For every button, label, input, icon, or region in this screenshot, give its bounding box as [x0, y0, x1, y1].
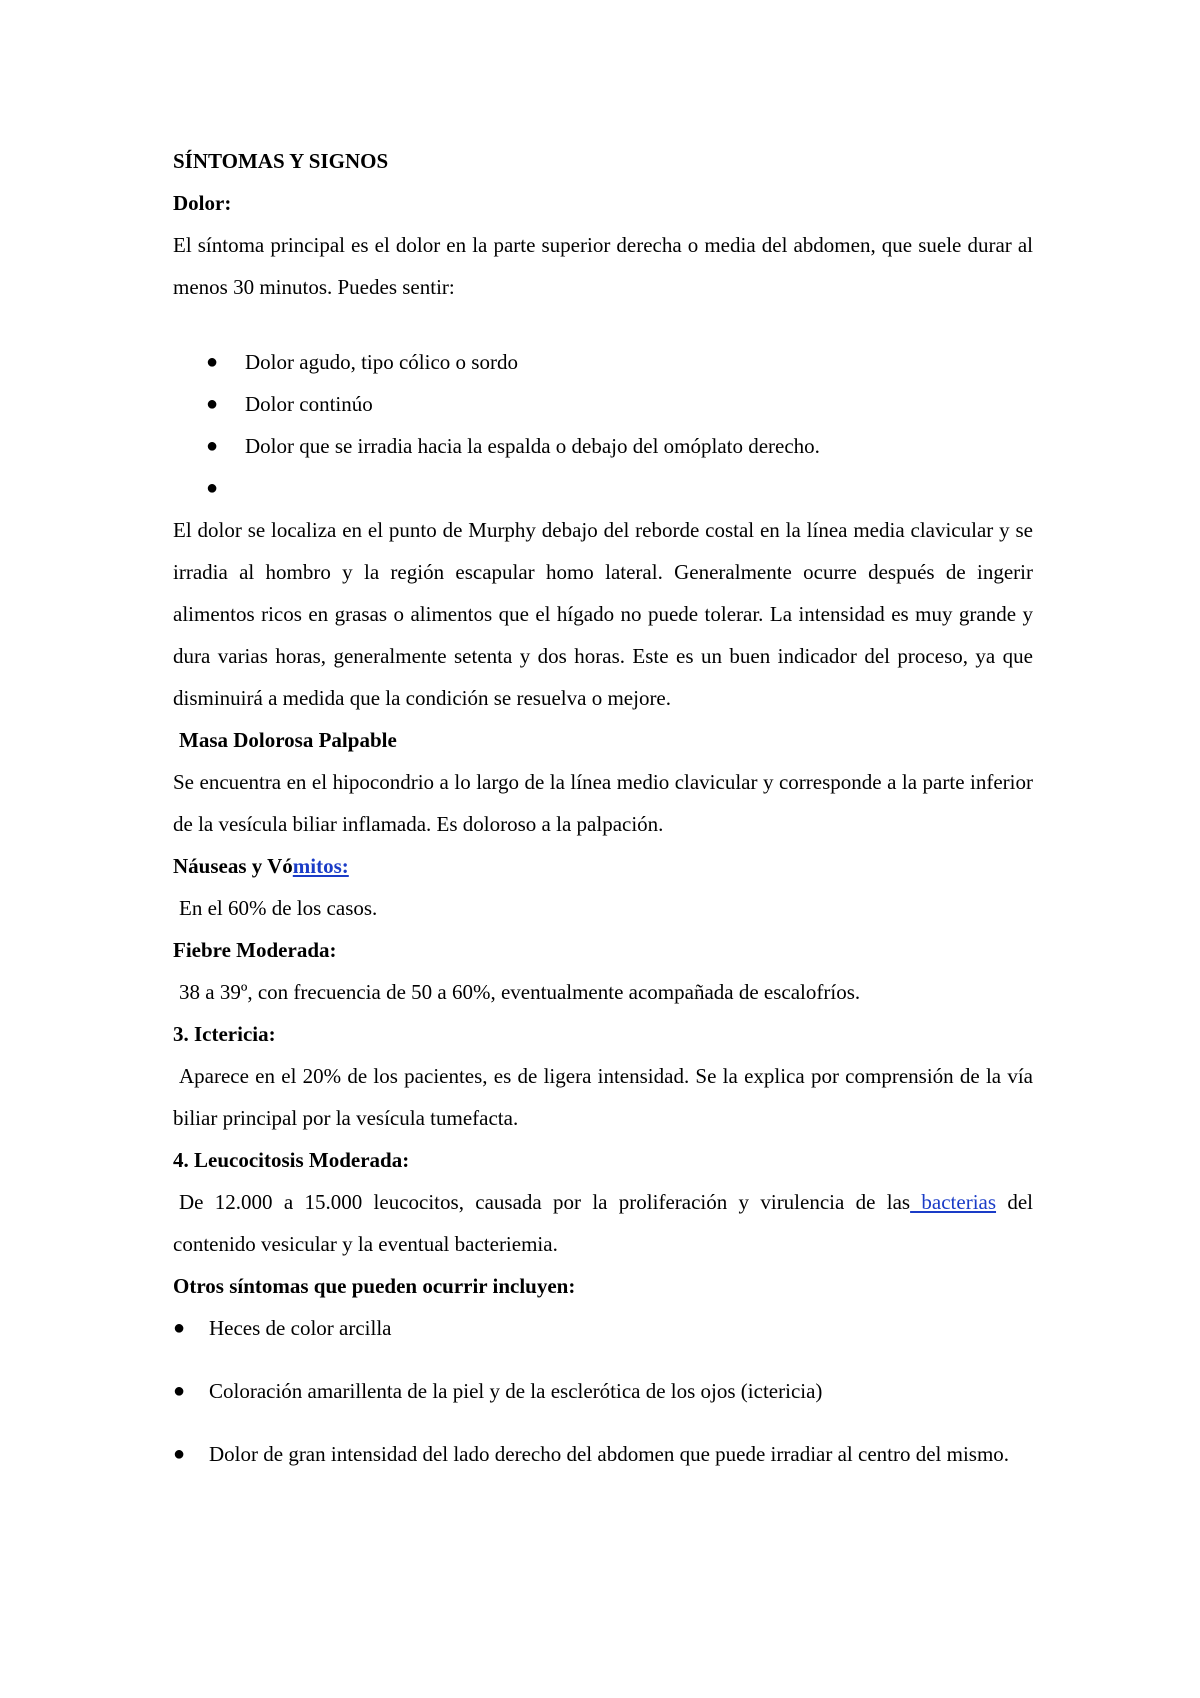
bullet-icon: ●	[206, 477, 219, 499]
list-item-text: Dolor continúo	[245, 392, 373, 416]
nauseas-heading	[173, 845, 1033, 887]
leucocitosis-heading: 4. Leucocitosis Moderada:	[173, 1148, 410, 1172]
bullet-icon: ●	[173, 1443, 186, 1465]
bullet-icon: ●	[173, 1317, 186, 1339]
nauseas-heading-text: Náuseas y Vó	[173, 854, 293, 878]
list-item	[173, 341, 1033, 383]
nauseas-text: En el 60% de los casos.	[179, 896, 378, 920]
fiebre-heading: Fiebre Moderada:	[173, 938, 337, 962]
fiebre-text: 38 a 39º, con frecuencia de 50 a 60%, eventualmente acompañada de escalofríos.	[179, 980, 861, 1004]
list-item	[173, 1370, 1033, 1433]
list-item-empty	[173, 467, 1033, 509]
otros-bullet-list	[173, 1307, 1033, 1517]
dolor-bullet-list	[173, 341, 1033, 509]
masa-paragraph: Se encuentra en el hipocondrio a lo largo de la línea medio clavicular y corresponde a la parte inferior de la vesícula biliar inflamada. Es doloroso a la palpación.	[173, 770, 1033, 836]
list-item-text: Dolor que se irradia hacia la espalda o debajo del omóplato derecho.	[245, 434, 820, 458]
bullet-icon: ●	[206, 393, 219, 415]
bullet-icon: ●	[206, 435, 219, 457]
list-item-text: Dolor agudo, tipo cólico o sordo	[245, 350, 518, 374]
otros-heading: Otros síntomas que pueden ocurrir incluyen:	[173, 1274, 576, 1298]
leucocitosis-text-continued: del contenido vesicular y la eventual bacteriemia.	[173, 1190, 1033, 1256]
masa-heading: Masa Dolorosa Palpable	[179, 728, 397, 752]
leucocitosis-text: De 12.000 a 15.000 leucocitos, causada por la proliferación y virulencia de las	[179, 1190, 911, 1214]
dolor-paragraph: El dolor se localiza en el punto de Murphy debajo del reborde costal en la línea media clavicular y se irradia al hombro y la región escapular homo lateral. Generalmente ocurre después de ingerir alimentos ricos en grasas o alimentos que el hígado no puede tolerar. La intensidad es muy grande y dura varias horas, generalmente setenta y dos horas. Este es un buen indicador del proceso, ya que disminuirá a medida que la condición se resuelva o mejore.	[173, 518, 1033, 710]
list-item	[173, 383, 1033, 425]
list-item-text: Dolor de gran intensidad del lado derecho del abdomen que puede irradiar al centro del mismo.	[209, 1442, 1010, 1466]
bullet-icon: ●	[173, 1380, 186, 1402]
bacterias-link[interactable]: bacterias	[910, 1190, 997, 1214]
vomitos-link[interactable]: mitos:	[292, 854, 349, 878]
dolor-intro-paragraph: El síntoma principal es el dolor en la parte superior derecha o media del abdomen, que suele durar al menos 30 minutos. Puedes sentir:	[173, 233, 1033, 299]
ictericia-paragraph: Aparece en el 20% de los pacientes, es de ligera intensidad. Se la explica por comprensión de la vía biliar principal por la vesícula tumefacta.	[173, 1064, 1033, 1130]
list-item	[173, 1307, 1033, 1370]
list-item-text: Coloración amarillenta de la piel y de la esclerótica de los ojos (ictericia)	[209, 1379, 823, 1403]
document-page	[173, 140, 1033, 1517]
dolor-heading: Dolor:	[173, 191, 232, 215]
bullet-icon: ●	[206, 351, 219, 373]
leucocitosis-paragraph	[173, 1181, 1033, 1265]
list-item	[173, 1433, 1033, 1517]
list-item	[173, 425, 1033, 467]
list-item-text: Heces de color arcilla	[209, 1316, 392, 1340]
page-title: SÍNTOMAS Y SIGNOS	[173, 149, 389, 173]
ictericia-heading: 3. Ictericia:	[173, 1022, 276, 1046]
